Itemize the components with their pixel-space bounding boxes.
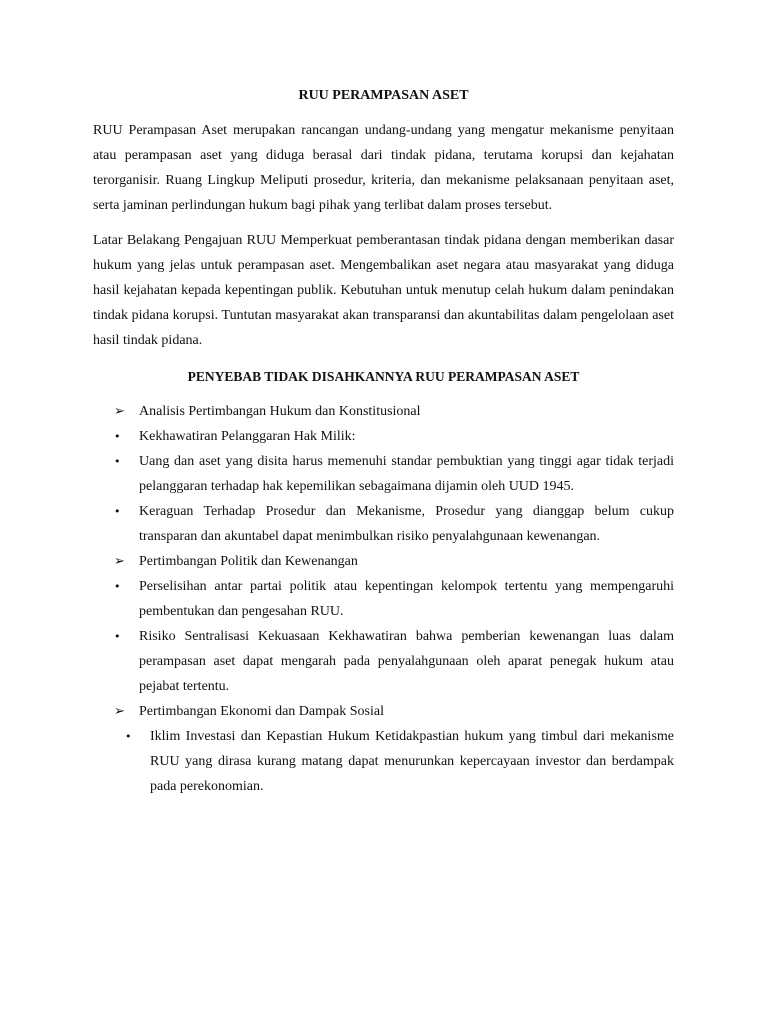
list-item	[93, 399, 674, 424]
arrow-bullet-icon: ➢	[114, 554, 125, 569]
dot-bullet-icon: •	[114, 505, 121, 518]
list-item-text: Perselisihan antar partai politik atau kepentingan kelompok tertentu yang mempengaruhi pembentukan dan pengesahan RUU.	[139, 579, 674, 619]
list-item	[93, 699, 674, 724]
list-item-text: Analisis Pertimbangan Hukum dan Konstitusional	[139, 404, 421, 419]
paragraph-definition: RUU Perampasan Aset merupakan rancangan undang-undang yang mengatur mekanisme penyitaan atau perampasan aset yang diduga berasal dari tindak pidana, terutama korupsi dan kejahatan terorganisir. Ruang Lingkup Meliputi prosedur, kriteria, dan mekanisme pelaksanaan penyitaan aset, serta jaminan perlindungan hukum bagi pihak yang terlibat dalam proses tersebut.	[93, 123, 674, 213]
list-item-text: Risiko Sentralisasi Kekuasaan Kekhawatiran bahwa pemberian kewenangan luas dalam perampasan aset dapat mengarah pada penyalahgunaan oleh aparat penegak hukum atau pejabat tertentu.	[139, 629, 674, 694]
document-page	[93, 86, 674, 799]
list-item-text: Pertimbangan Politik dan Kewenangan	[139, 554, 358, 569]
dot-bullet-icon: •	[114, 630, 121, 643]
list-item	[93, 549, 674, 574]
dot-bullet-icon: •	[114, 455, 121, 468]
list-item-text: Keraguan Terhadap Prosedur dan Mekanisme, Prosedur yang dianggap belum cukup transparan dan akuntabel dapat menimbulkan risiko penyalahgunaan kewenangan.	[139, 504, 674, 544]
list-item-text: Uang dan aset yang disita harus memenuhi standar pembuktian yang tinggi agar tidak terjadi pelanggaran terhadap hak kepemilikan sebagaimana dijamin oleh UUD 1945.	[139, 454, 674, 494]
dot-bullet-icon: •	[125, 730, 132, 743]
list-item	[93, 424, 674, 449]
document-title: RUU PERAMPASAN ASET	[298, 88, 469, 103]
list-item	[93, 724, 674, 799]
paragraph-background: Latar Belakang Pengajuan RUU Memperkuat pemberantasan tindak pidana dengan memberikan dasar hukum yang jelas untuk perampasan aset. Mengembalikan aset negara atau masyarakat yang diduga hasil kejahatan kepada kepentingan publik. Kebutuhan untuk menutup celah hukum dalam penindakan tindak pidana korupsi. Tuntutan masyarakat akan transparansi dan akuntabilitas dalam pengelolaan aset hasil tindak pidana.	[93, 233, 674, 348]
list-item-text: Pertimbangan Ekonomi dan Dampak Sosial	[139, 704, 384, 719]
section-title: PENYEBAB TIDAK DISAHKANNYA RUU PERAMPASAN ASET	[187, 369, 580, 384]
list-item	[93, 624, 674, 699]
dot-bullet-icon: •	[114, 430, 121, 443]
list-item-text: Iklim Investasi dan Kepastian Hukum Ketidakpastian hukum yang timbul dari mekanisme RUU yang dirasa kurang matang dapat menurunkan kepercayaan investor dan berdampak pada perekonomian.	[150, 729, 674, 794]
arrow-bullet-icon: ➢	[114, 404, 125, 419]
reasons-list	[93, 399, 674, 799]
list-item	[93, 449, 674, 499]
list-item	[93, 499, 674, 549]
list-item	[93, 574, 674, 624]
arrow-bullet-icon: ➢	[114, 704, 125, 719]
dot-bullet-icon: •	[114, 580, 121, 593]
list-item-text: Kekhawatiran Pelanggaran Hak Milik:	[139, 429, 356, 444]
